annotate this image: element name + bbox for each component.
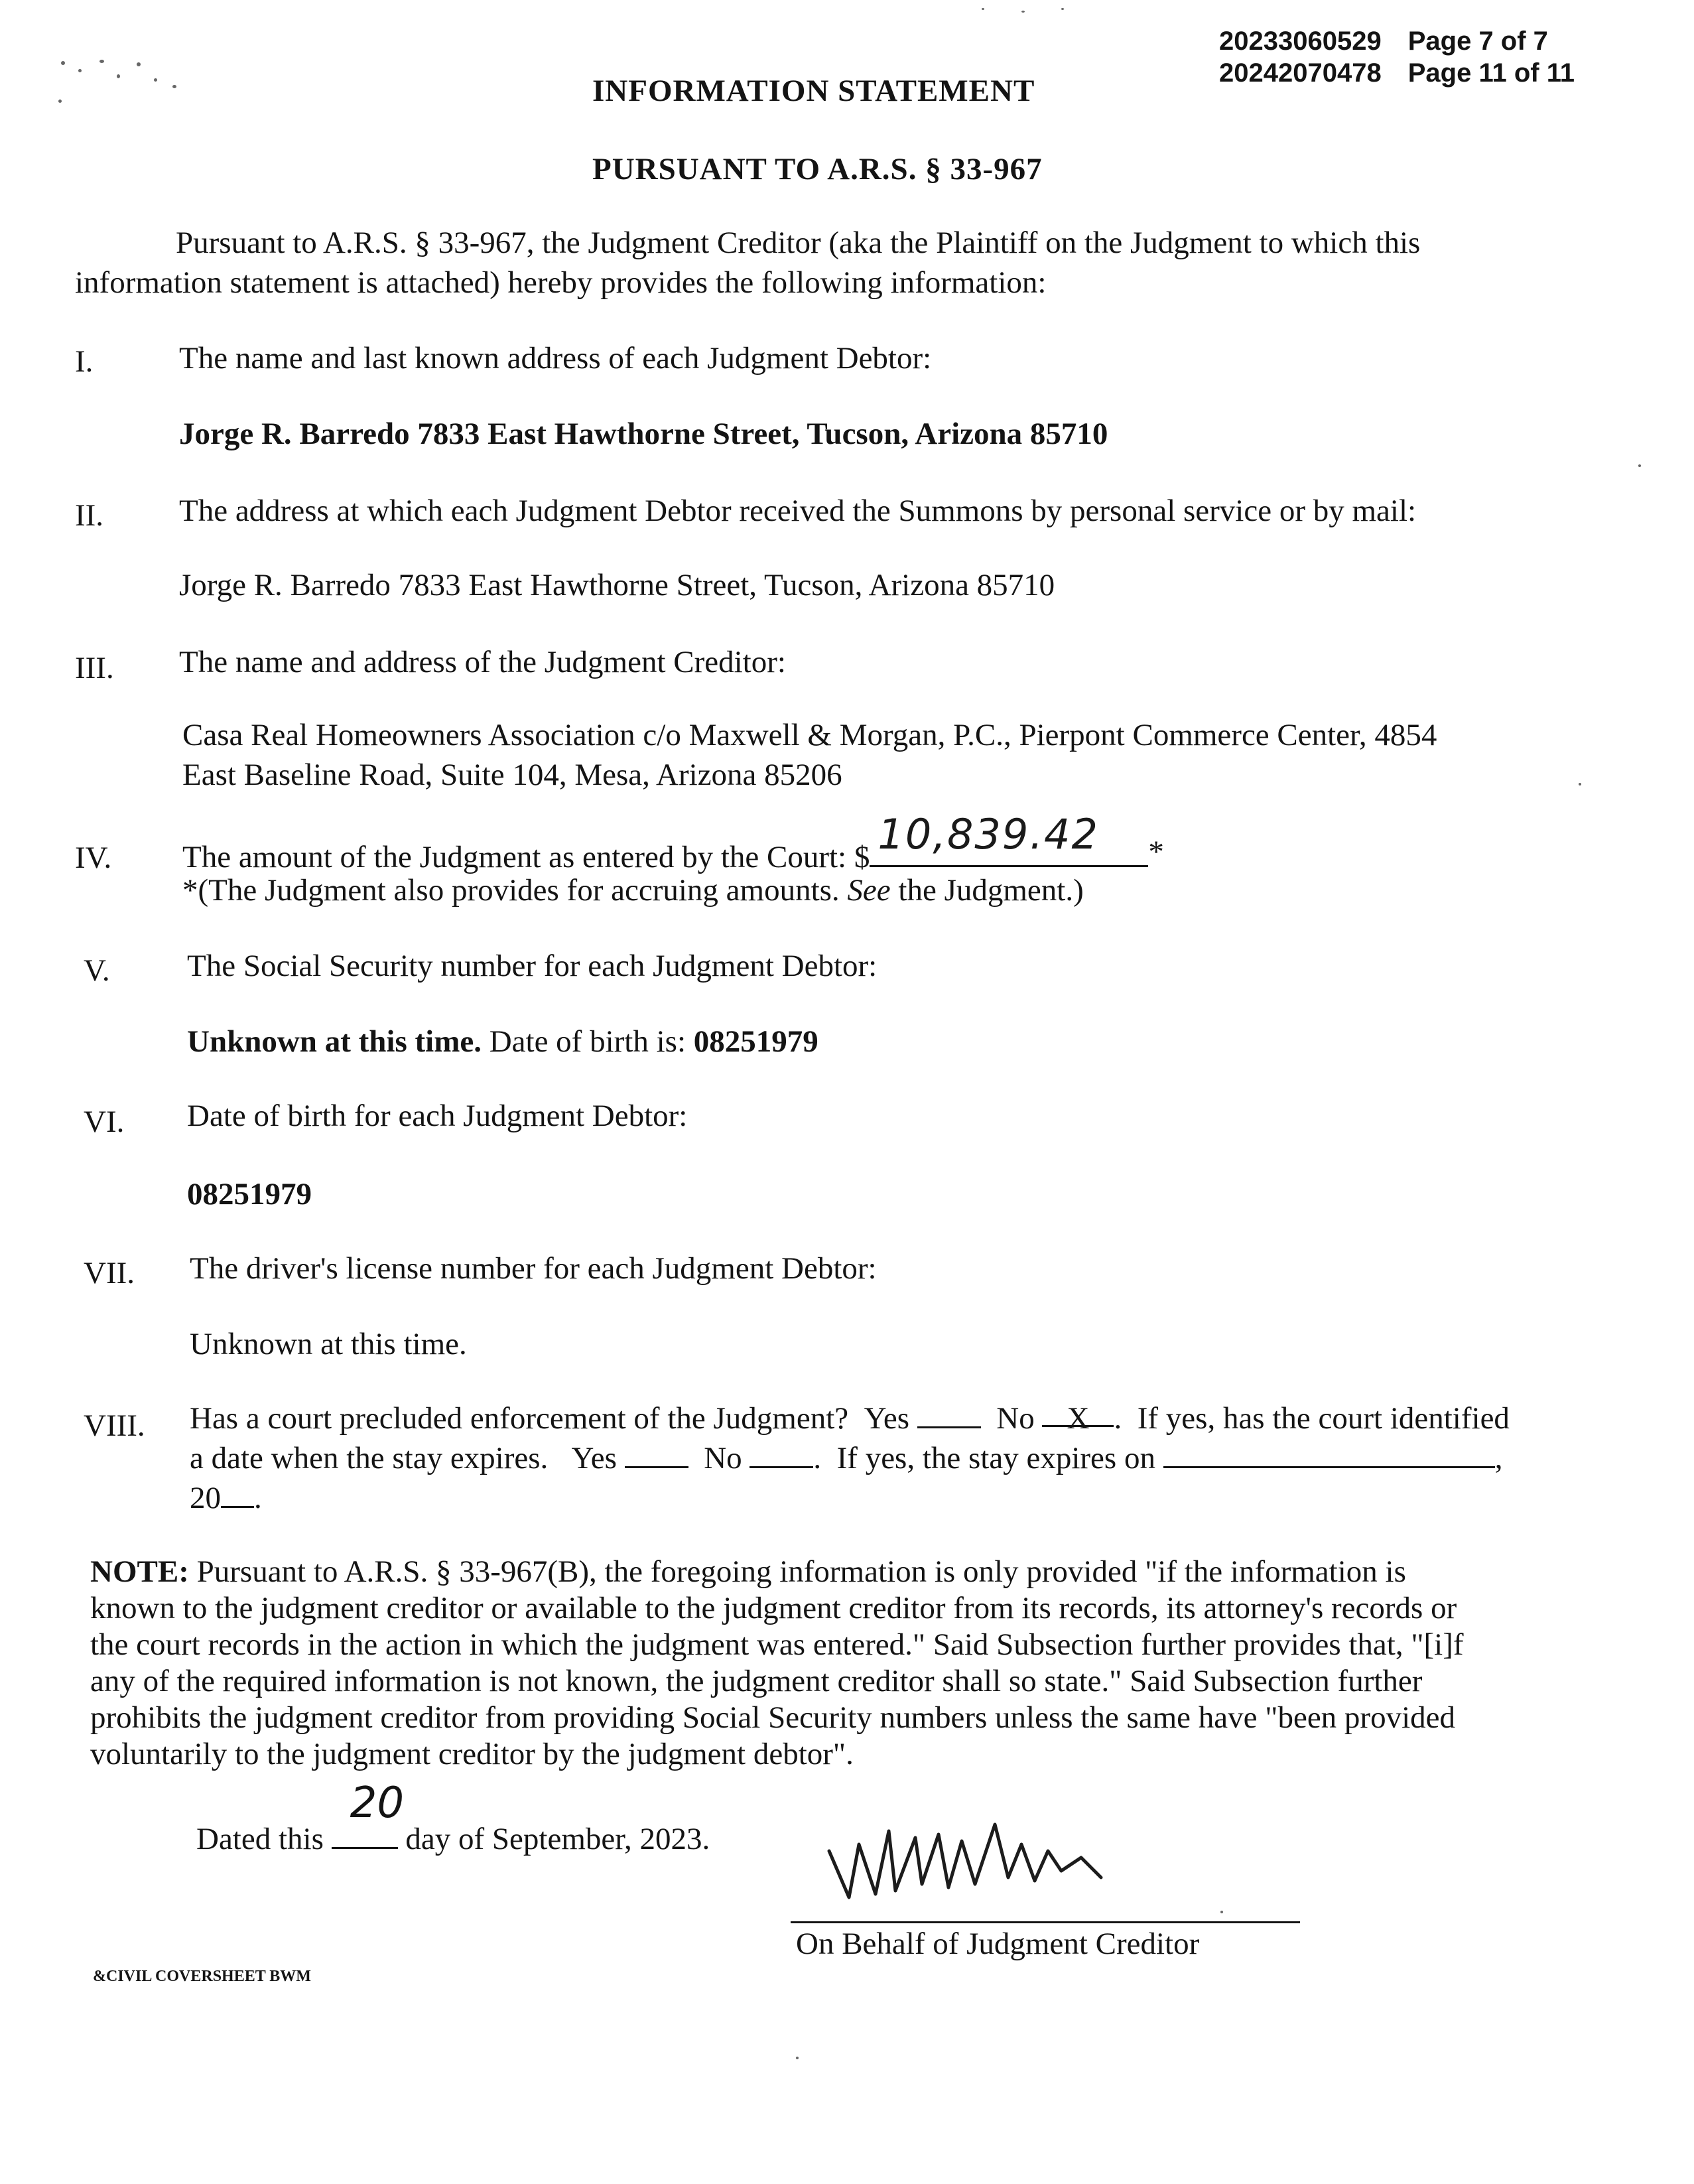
section-4-note-suffix: the Judgment.) bbox=[890, 873, 1084, 908]
note-line-1-text: Pursuant to A.R.S. § 33-967(B), the foregoing information is only provided "if the information is bbox=[188, 1554, 1406, 1589]
document-subtitle: PURSUANT TO A.R.S. § 33-967 bbox=[592, 152, 1043, 186]
section-6-number: VI. bbox=[84, 1105, 125, 1139]
section-2-answer: Jorge R. Barredo 7833 East Hawthorne Street, Tucson, Arizona 85710 bbox=[179, 568, 1055, 602]
intro-paragraph bbox=[75, 223, 1420, 303]
note-line-4: any of the required information is not known, the judgment creditor shall so state." Said Subsection further bbox=[90, 1664, 1423, 1698]
stay-expires-blank bbox=[1163, 1440, 1495, 1468]
note-line-6: voluntarily to the judgment creditor by the judgment debtor". bbox=[90, 1737, 854, 1771]
section-6-question: Date of birth for each Judgment Debtor: bbox=[187, 1099, 688, 1133]
note-line-3: the court records in the action in which the judgment was entered." Said Subsection further provides that, "[i]f bbox=[90, 1627, 1464, 1662]
section-6-answer: 08251979 bbox=[187, 1177, 312, 1211]
section-8-line-1: Has a court precluded enforcement of the Judgment? Yes No X . If yes, has the court identified bbox=[190, 1399, 1510, 1438]
record-number-2: 20242070478 bbox=[1219, 58, 1382, 88]
section-8-question: Has a court precluded enforcement of the Judgment? bbox=[190, 1401, 849, 1436]
note-label: NOTE: bbox=[90, 1554, 189, 1589]
recording-stamp bbox=[1219, 25, 1575, 89]
section-4-question: The amount of the Judgment as entered by the Court: $ bbox=[182, 840, 870, 874]
section-1-question: The name and last known address of each Judgment Debtor: bbox=[179, 341, 932, 375]
dated-line bbox=[196, 1779, 710, 1859]
intro-line-2: information statement is attached) hereby provides the following information: bbox=[75, 265, 1047, 300]
signature-caption: On Behalf of Judgment Creditor bbox=[796, 1927, 1200, 1961]
preclusion-yes-label: Yes bbox=[864, 1401, 910, 1436]
section-3-answer-line-1: Casa Real Homeowners Association c/o Maxwell & Morgan, P.C., Pierpont Commerce Center, 4854 bbox=[182, 718, 1437, 752]
stay-yes-label: Yes bbox=[571, 1441, 617, 1475]
stay-no-label: No bbox=[704, 1441, 742, 1475]
stay-year-period: . bbox=[254, 1481, 262, 1515]
section-5-answer-text: Date of birth is: bbox=[481, 1024, 694, 1059]
section-5-answer bbox=[187, 1022, 818, 1061]
section-4-number: IV. bbox=[75, 841, 112, 875]
section-2-question: The address at which each Judgment Debtor received the Summons by personal service or by mail: bbox=[179, 494, 1417, 528]
stay-expires-label: If yes, the stay expires on bbox=[836, 1441, 1155, 1475]
dated-prefix: Dated this bbox=[196, 1822, 324, 1856]
section-1-number: I. bbox=[75, 344, 94, 379]
section-7-answer: Unknown at this time. bbox=[190, 1327, 467, 1361]
handwritten-amount: 10,839.42 bbox=[878, 810, 1099, 858]
section-8-line-2: a date when the stay expires. Yes No . If yes, the stay expires on , bbox=[190, 1441, 1503, 1475]
page-indicator-2: Page 11 of 11 bbox=[1407, 58, 1575, 88]
note-line-5: prohibits the judgment creditor from providing Social Security numbers unless the same have "been provided bbox=[90, 1700, 1455, 1735]
section-5-dob: 08251979 bbox=[693, 1024, 818, 1059]
section-4-note-prefix: *(The Judgment also provides for accruing amounts. bbox=[182, 873, 848, 908]
handwritten-day: 20 bbox=[350, 1779, 405, 1828]
dated-day-blank bbox=[332, 1779, 405, 1849]
section-4-note-see: See bbox=[847, 873, 891, 908]
preclusion-yes-blank bbox=[917, 1400, 981, 1428]
section-8-block bbox=[190, 1399, 1510, 1518]
amount-field bbox=[870, 810, 1148, 867]
signature-line bbox=[791, 1921, 1300, 1923]
section-8-followup: If yes, has the court identified bbox=[1137, 1401, 1510, 1436]
preclusion-no-blank bbox=[1042, 1399, 1114, 1436]
stay-expires-comma: , bbox=[1494, 1441, 1503, 1475]
section-1-answer: Jorge R. Barredo 7833 East Hawthorne Street, Tucson, Arizona 85710 bbox=[179, 417, 1108, 451]
signature-scribble bbox=[822, 1805, 1167, 1911]
note-line-2: known to the judgment creditor or available to the judgment creditor from its records, its attorney's records or bbox=[90, 1591, 1457, 1625]
section-5-number: V. bbox=[84, 953, 110, 988]
amount-asterisk: * bbox=[1148, 835, 1164, 869]
document-title: INFORMATION STATEMENT bbox=[592, 74, 1035, 108]
stay-year-blank bbox=[221, 1479, 254, 1508]
section-8-stay-question: a date when the stay expires. bbox=[190, 1441, 549, 1475]
section-4-note bbox=[182, 870, 1084, 910]
section-3-answer-line-2: East Baseline Road, Suite 104, Mesa, Arizona 85206 bbox=[182, 758, 842, 792]
stay-no-blank bbox=[749, 1440, 813, 1468]
section-2-number: II. bbox=[75, 498, 104, 533]
preclusion-no-label: No bbox=[996, 1401, 1035, 1436]
section-7-number: VII. bbox=[84, 1256, 135, 1290]
page-indicator-1: Page 7 of 7 bbox=[1407, 27, 1548, 56]
stay-year-prefix: 20 bbox=[190, 1481, 221, 1515]
footer-code: &CIVIL COVERSHEET BWM bbox=[93, 1968, 311, 1985]
intro-line-1: Pursuant to A.R.S. § 33-967, the Judgment Creditor (aka the Plaintiff on the Judgment to which this bbox=[176, 226, 1421, 260]
section-3-answer bbox=[182, 715, 1437, 795]
section-8-number: VIII. bbox=[84, 1408, 145, 1443]
dated-suffix: day of September, 2023. bbox=[405, 1822, 710, 1856]
note-line-1 bbox=[90, 1554, 1464, 1590]
section-8-line-3 bbox=[190, 1478, 1510, 1518]
section-3-number: III. bbox=[75, 651, 114, 685]
section-3-question: The name and address of the Judgment Creditor: bbox=[179, 645, 786, 679]
section-5-answer-unknown: Unknown at this time. bbox=[187, 1024, 482, 1059]
preclusion-no-mark: X bbox=[1067, 1401, 1090, 1436]
section-7-question: The driver's license number for each Judgment Debtor: bbox=[190, 1251, 877, 1286]
note-paragraph bbox=[90, 1554, 1464, 1773]
section-5-question: The Social Security number for each Judgment Debtor: bbox=[187, 949, 878, 983]
record-number-1: 20233060529 bbox=[1219, 27, 1382, 56]
stay-yes-blank bbox=[625, 1440, 688, 1468]
